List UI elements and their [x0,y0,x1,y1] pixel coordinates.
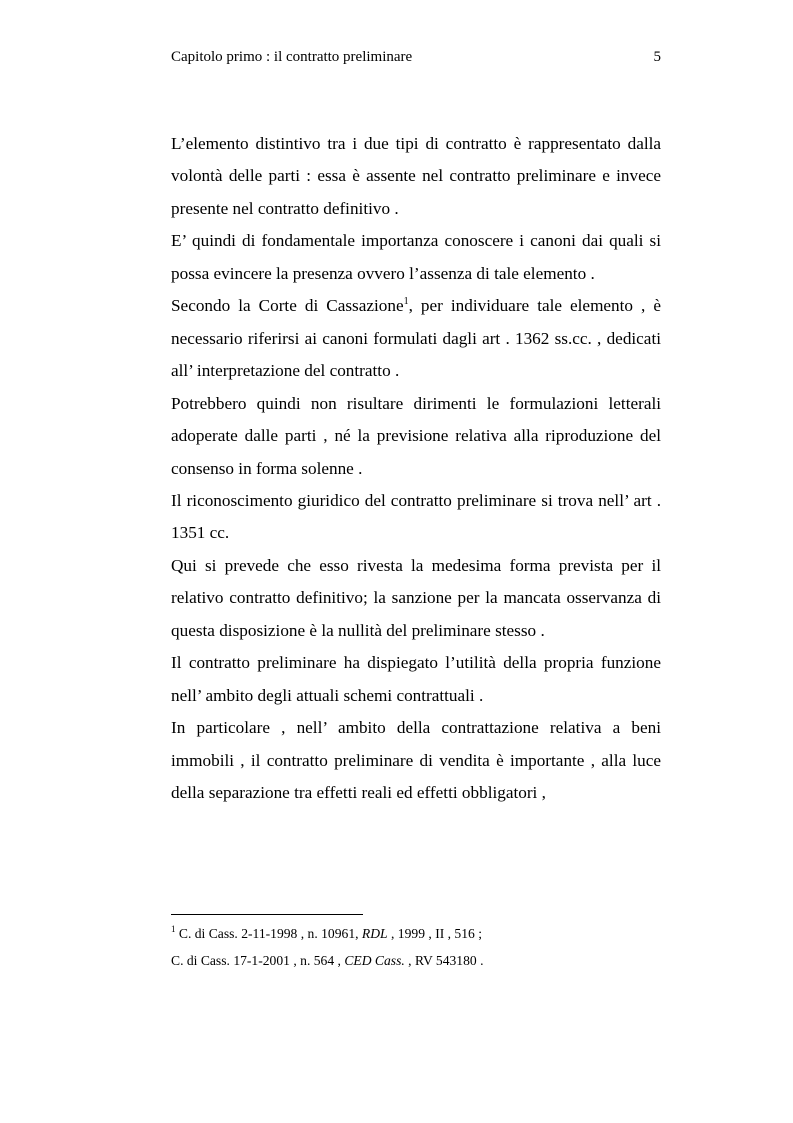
paragraph: Il riconoscimento giuridico del contratto preliminare si trova nell’ art . 1351 cc. [171,490,661,543]
footnote [171,947,661,974]
footnote-text: C. di Cass. 2-11-1998 , n. 10961, [175,926,362,941]
footnote-separator [171,914,363,915]
chapter-title: Capitolo primo : il contratto preliminare [171,49,413,65]
journal-name: RDL [361,926,388,941]
paragraph: L’elemento distintivo tra i due tipi di contratto è rappresentato dalla volontà delle parti : essa è assente nel contratto preliminare e invece presente nel contratto definitivo . [171,134,661,218]
footnote-text: , RV 543180 . [404,953,484,968]
paragraph-text: , per individuare tale elemento , è necessario riferirsi ai canoni formulati dagli art . 1362 ss.cc. , dedicati all’ interpretazione del contratto . [171,296,662,381]
running-header [171,46,661,68]
paragraph [171,290,661,387]
paragraph: In particolare , nell’ ambito della contrattazione relativa a beni immobili , il contratto preliminare di vendita è importante , alla luce della separazione tra effetti reali ed effetti obbligatori , [171,718,661,803]
paragraph-text: Secondo la Corte di Cassazione [171,296,404,316]
footnote-text: , 1999 , II , 516 ; [387,926,483,941]
footnote-text: C. di Cass. 17-1-2001 , n. 564 , [171,953,345,968]
paragraph: Potrebbero quindi non risultare dirimenti le formulazioni letterali adoperate dalle parti , né la previsione relativa alla riproduzione del consenso in forma solenne . [171,393,661,478]
page-number: 5 [653,49,661,65]
body-text [171,128,661,810]
paragraph: Qui si prevede che esso rivesta la medesima forma prevista per il relativo contratto definitivo; la sanzione per la mancata osservanza di questa disposizione è la nullità del preliminare stesso . [171,555,661,640]
paragraph: E’ quindi di fondamentale importanza conoscere i canoni dai quali si possa evincere la presenza ovvero l’assenza di tale elemento . [171,231,661,283]
paragraph: Il contratto preliminare ha dispiegato l’utilità della propria funzione nell’ ambito degli attuali schemi contrattuali . [171,653,661,705]
footnote-marker: 1 [171,924,176,934]
footnote-reference[interactable]: 1 [403,296,409,308]
footnotes [171,920,661,974]
footnote [171,920,661,947]
journal-name: CED Cass. [344,953,405,968]
